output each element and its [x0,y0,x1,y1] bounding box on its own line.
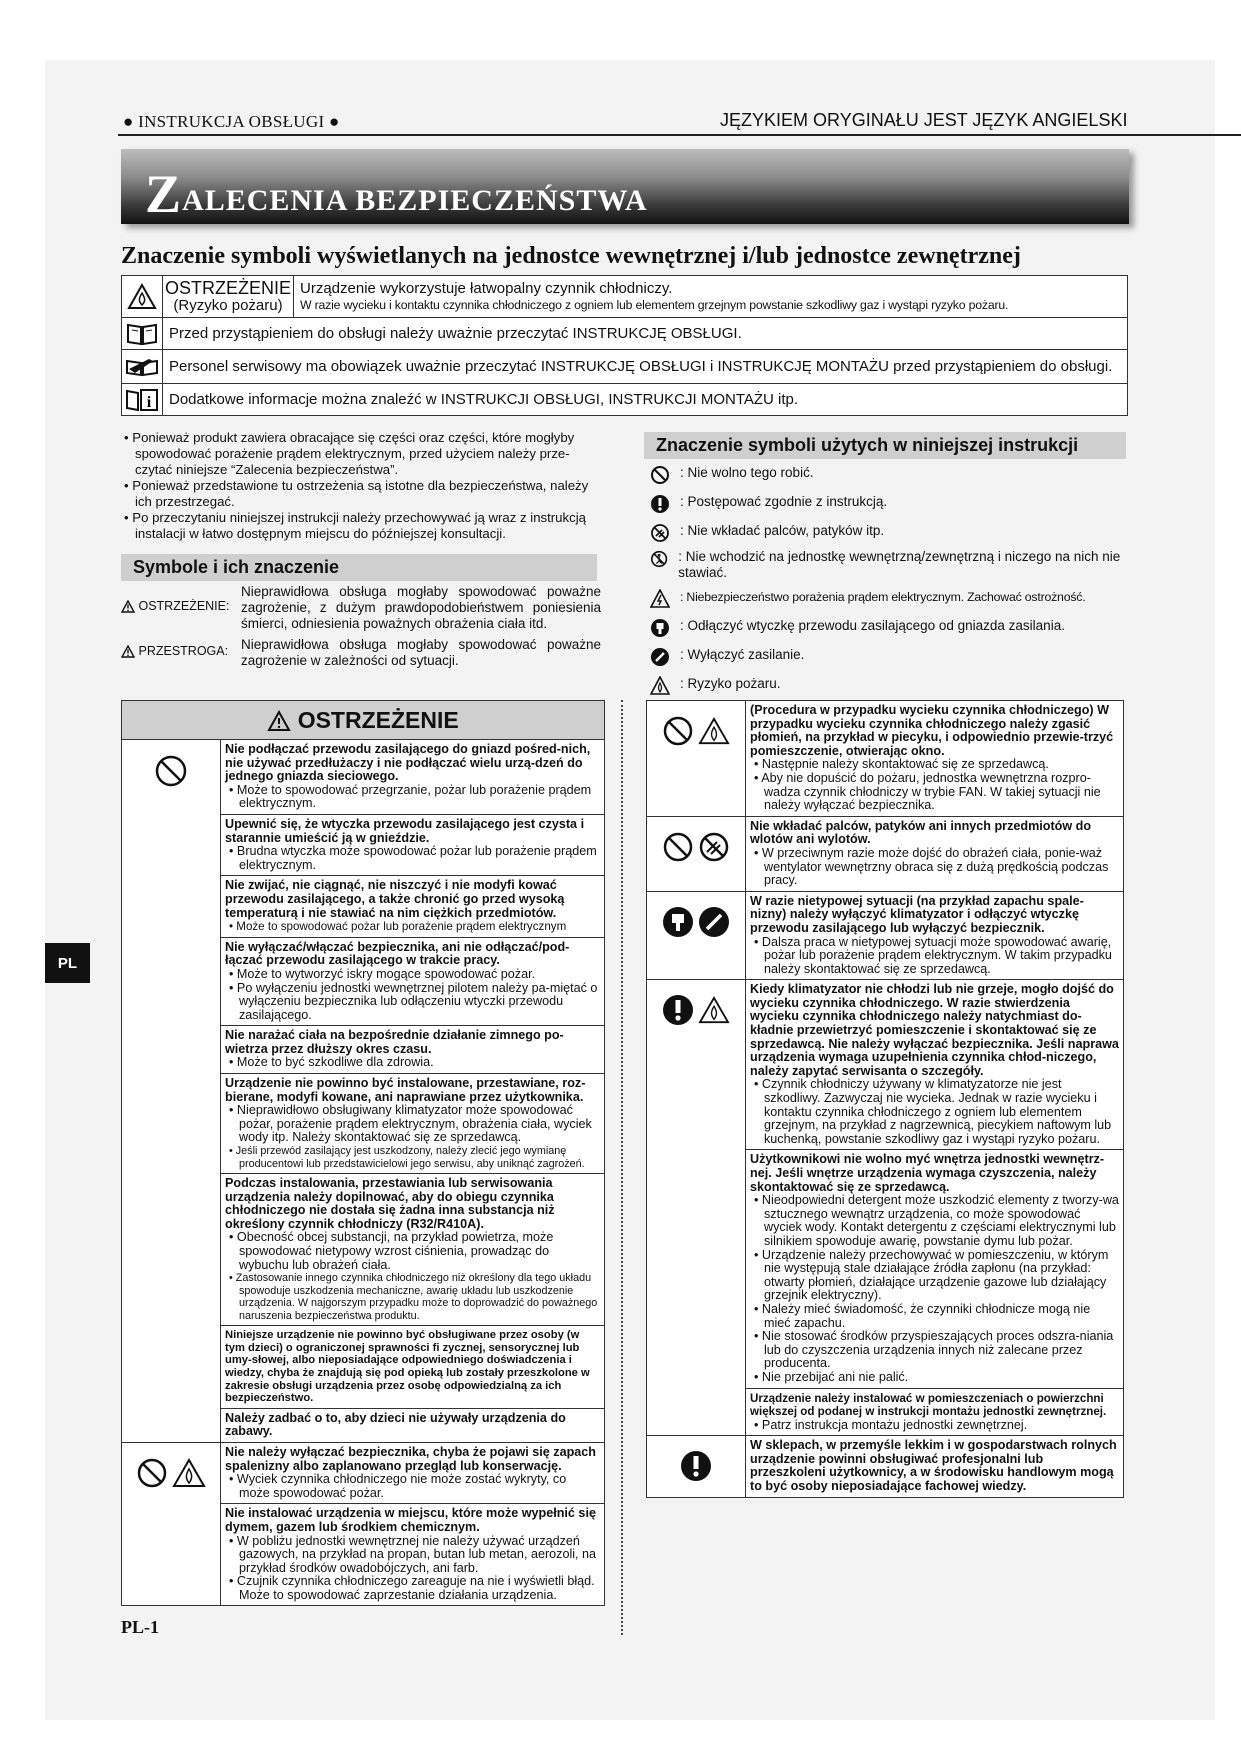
page-number: PL-1 [121,1617,159,1637]
warning-label: OSTRZEŻENIE [164,277,291,298]
symbol-row-manual: Przed przystąpieniem do obsługi należy uważnie przeczytać INSTRUKCJĘ OBSŁUGI. [163,318,1128,350]
unplug-icon [662,906,694,938]
title-banner [121,149,1129,224]
caution-triangle-icon [121,645,135,658]
warning-item: Nie instalować urządzenia w miejscu, które może wypełnić się dymem, gazem lub środkiem chemicznym. • W pobliżu jednostki wewnętrznej nie należy używać urządzeń gazowych, na przykład na propan, butan lub metan, aerozoli, na przykład środków owadobójczych, ani farb. • Czujnik czynnika chłodniczego zareaguje na nie i wyświetli błąd. Może to spowodować zaprzestanie działania urządzenia. [221,1504,605,1606]
warning-item: Urządzenie nie powinno być instalowane, przestawiane, roz-bierane, modyfi kowane, ani naprawiane przez użytkownika. • Nieprawidłowo obsługiwany klimatyzator może spowodować pożar, porażenie prądem elektrycznym, obrażenia ciała, wyciek wody itp. Należy skontaktować się ze sprzedawcą. • Jeśli przewód zasilający jest uszkodzony, należy zlecić jego wymianę producentowi lub przedstawicielowi jego serwisu, aby uniknąć zagrożeń. [221,1074,605,1174]
fire-risk-icon [698,717,730,745]
prohibited-icon [650,465,670,485]
mandatory-fire-cell [647,980,746,1436]
warning-triangle-icon [121,600,135,613]
mandatory-icon [680,1450,712,1482]
column-divider [621,700,623,1635]
warning-item: Nie podłączać przewodu zasilającego do gniazd pośred-nich, nie używać przedłużaczy i nie podłączać wielu urzą-dzeń do jednego gniazda sieciowego. • Może to spowodować przegrzanie, pożar lub porażenie prądem elektrycznym. [221,740,605,815]
page-title: ZALECENIA BEZPIECZEŃSTWA [145,164,648,224]
intro-bullet: • Ponieważ produkt zawiera obracające się części oraz części, które mogłyby spowodować porażenie prądem elektrycznym, przed użyciem należy prze-czytać niniejsze “Zalecenia bezpieczeństwa”. [124,430,575,477]
electric-shock-icon [650,589,670,608]
intro-bullet: • Po przeczytaniu niniejszej instrukcji należy przechowywać ją wraz z instrukcją instalacji w łatwo dostępnym miejscu do późniejszej konsultacji. [124,510,586,541]
no-fingers-icon [698,831,730,863]
warning-header: OSTRZEŻENIE [122,701,605,740]
legend-row: : Wyłączyć zasilanie. [650,647,1130,676]
legend-list [650,465,1130,702]
prohibited-icon [662,831,694,863]
warning-item: W sklepach, w przemyśle lekkim i w gospodarstwach rolnych urządzenie powinni obsługiwać profesjonalni lub przeszkoleni użytkownicy, a w środowisku handlowym mogą to być osoby nieposiadające fachowej wiedzy. [746,1436,1124,1497]
legend-heading: Znaczenie symboli użytych w niniejszej instrukcji [644,432,1126,459]
warning-line2: W razie wycieku i kontaktu czynnika chłodniczego z ogniem lub elementem grzejnym powstanie szkodliwy gaz i wystąpi ryzyko pożaru. [300,297,1009,312]
warning-triangle-icon [267,710,291,732]
no-step-icon [650,549,668,569]
warning-item: Należy zadbać o to, aby dzieci nie używały urządzenia do zabawy. [221,1408,605,1442]
warning-item: Podczas instalowania, przestawiania lub serwisowania urządzenia należy dopilnować, aby do obiegu czynnika chłodniczego nie dostała się żadna inna substancja niż określony czynnik chłodniczy (R32/R410A). • Obecność obcej substancji, na przykład powietrza, może spowodować nietypowy wzrost ciśnienia, prowadząc do wybuchu lub obrażeń ciała. • Zastosowanie innego czynnika chłodniczego niż określony dla tego układu spowoduje uszkodzenia mechaniczne, awarię układu lub uszkodzenie urządzenia. W najgorszym przypadku może to doprowadzić do poważnego naruszenia bezpieczeństwa produktu. [221,1174,605,1326]
prohibited-fingers-cell [647,816,746,891]
svg-text:i: i [146,393,152,411]
fire-risk-icon [650,676,670,695]
symbol-row-service: Personel serwisowy ma obowiązek uważnie przeczytać INSTRUKCJĘ OBSŁUGI i INSTRUKCJĘ MONTAŻU przed przystąpieniem do obsługi. [163,350,1128,384]
legend-row: : Odłączyć wtyczkę przewodu zasilającego od gniazda zasilania. [650,618,1130,647]
prohibited-icon [136,1457,168,1489]
header-right: JĘZYKIEM ORYGINAŁU JEST JĘZYK ANGIELSKI [720,110,1128,130]
symbols-heading: Symbole i ich znaczenie [121,554,597,581]
power-off-icon [650,647,670,667]
symbol-table [121,275,1128,416]
language-tab: PL [45,943,90,983]
prohibited-cell [122,740,221,1443]
header-left: ● INSTRUKCJA OBSŁUGI ● [123,112,340,131]
mandatory-icon [650,494,670,514]
mandatory-cell [647,1436,746,1497]
no-fingers-icon [650,523,670,543]
legend-row: : Nie wchodzić na jednostkę wewnętrzną/zewnętrzną i niczego na nich nie stawiać. [650,549,1130,589]
legend-row: : Nie wkładać palców, patyków itp. [650,523,1130,549]
legend-row: : Postępować zgodnie z instrukcją. [650,494,1130,523]
prohibited-icon [662,715,694,747]
symbols-list [121,584,601,669]
warning-item: Nie zwijać, nie ciągnąć, nie niszczyć i nie modyfi kować przewodu zasilającego, a także chronić go przed wysoką temperaturą i nie stawiać na nim ciężkich przedmiotów. • Może to spowodować pożar lub porażenie prądem elektrycznym [221,876,605,937]
warning-item: Urządzenie należy instalować w pomieszczeniach o powierzchni większej od podanej w instrukcji montażu jednostki zewnętrznej. • Patrz instrukcja montażu jednostki zewnętrznej. [746,1388,1124,1436]
fire-risk-icon [172,1458,206,1488]
legend-row: : Ryzyko pożaru. [650,676,1130,702]
symbol-caution: PRZESTROGA: Nieprawidłowa obsługa mogłaby spowodować poważne zagrożenie w zależności od sytuacji. [121,637,601,669]
legend-row: : Nie wolno tego robić. [650,465,1130,494]
warning-item: (Procedura w przypadku wycieku czynnika chłodniczego) W przypadku wycieku czynnika chłodniczego należy zgasić płomień, na przykład w piecyku, i odpowiednio przewie-trzyć pomieszczenie, otwierając okno. • Następnie należy skontaktować się ze sprzedawcą. • Aby nie dopuścić do pożaru, jednostka wewnętrzna rozpro-wadza czynnik chłodniczy w trybie FAN. W takiej sytuacji nie należy wyłączać bezpiecznika. [746,701,1124,817]
warning-item: Nie wkładać palców, patyków ani innych przedmiotów do wlotów ani wylotów. • W przeciwnym razie może dojść do obrażeń ciała, ponie-waż wentylator wewnętrzny obraca się z dużą prędkością podczas pracy. [746,816,1124,891]
warning-table-right [646,700,1124,1498]
prohibited-icon [154,754,188,788]
warning-item: W razie nietypowej sytuacji (na przykład zapachu spale-nizny) należy wyłączyć klimatyzator i odłączyć wtyczkę przewodu zasilającego lub wyłączyć bezpiecznik. • Dalsza praca w nietypowej sytuacji może spowodować awarię, pożar lub porażenie prądem elektrycznym. W takim przypadku należy skontaktować się ze sprzedawcą. [746,891,1124,980]
warning-item: Niniejsze urządzenie nie powinno być obsługiwane przez osoby (w tym dzieci) o ograniczonej sprawności fi zycznej, sensorycznej lub umy-słowej, albo nieposiadające odpowiedniego doświadczenia i wiedzy, chyba że znajdują się pod opieką lub zostały przeszkolone w zakresie obsługi urządzenia przez osobę odpowiedzialną za ich bezpieczeństwo. [221,1326,605,1409]
warning-item: Nie wyłączać/włączać bezpiecznika, ani nie odłączać/pod-łączać przewodu zasilającego w trakcie pracy. • Może to wytworzyć iskry mogące spowodować pożar. • Po wyłączeniu jednostki wewnętrznej pilotem należy pa-miętać o wyłączeniu bezpiecznika lub odłączeniu wtyczki przewodu zasilającego. [221,937,605,1026]
unplug-poweroff-cell [647,891,746,980]
warning-table-left [121,700,605,1606]
header-divider [118,134,1241,136]
warning-item: Kiedy klimatyzator nie chłodzi lub nie grzeje, mogło dojść do wycieku czynnika chłodniczego. W razie stwierdzenia wycieku czynnika chłodniczego należy natychmiast do-kładnie przewietrzyć pomieszczenie i skontaktować się ze sprzedawcą. Nie należy wyłączać bezpiecznika. Jeśli naprawa urządzenia wymaga uzupełnienia czynnika chłod-niczego, należy zapytać serwisanta o szczegóły. • Czynnik chłodniczy używany w klimatyzatorze nie jest szkodliwy. Zazwyczaj nie wycieka. Jednak w razie wycieku i kontaktu czynnika chłodniczego z ogniem lub elementem grzejnym, na przykład z nagrzewnicą, piecykiem naftowym lub kuchenką, powstanie szkodliwy gaz i wystąpi ryzyko pożaru. [746,980,1124,1150]
prohibited-fire-cell [122,1442,221,1606]
fire-risk-icon [698,996,730,1024]
warning-sub: (Ryzyko pożaru) [173,296,283,314]
manual-book-icon [126,322,158,346]
warning-line1: Urządzenie wykorzystuje łatwopalny czynnik chłodniczy. [300,279,673,297]
warning-item: Nie narażać ciała na bezpośrednie działanie zimnego po-wietrza przez dłuższy okres czasu. • Może to być szkodliwe dla zdrowia. [221,1026,605,1074]
section-title: Znaczenie symboli wyświetlanych na jednostce wewnętrznej i/lub jednostce zewnętrznej [121,243,1021,269]
warning-item: Użytkownikowi nie wolno myć wnętrza jednostki wewnętrz-nej. Jeśli wnętrze urządzenia wymaga czyszczenia, należy skontaktować się ze sprzedawcą. • Nieodpowiedni detergent może uszkodzić elementy z tworzy-wa sztucznego wewnątrz urządzenia, co może spowodować wyciek wody. Kontakt detergentu z częściami elektrycznymi lub silnikiem spowoduje awarię, powstanie dymu lub pożar. • Urządzenie należy przechowywać w pomieszczeniu, w którym nie występują stale działające źródła zapłonu (na przykład: otwarty płomień, działające urządzenie gazowe lub działający grzejnik elektryczny). • Należy mieć świadomość, że czynniki chłodnicze mogą nie mieć zapachu. • Nie stosować środków przyspieszających proces odszra-niania lub do czyszczenia urządzenia innych niż zalecane przez producenta. • Nie przebijać ani nie palić. [746,1150,1124,1388]
mandatory-icon [662,994,694,1026]
prohibited-fire-cell [647,701,746,817]
symbol-row-info: Dodatkowe informacje można znaleźć w INSTRUKCJI OBSŁUGI, INSTRUKCJI MONTAŻU itp. [163,384,1128,416]
legend-row: : Niebezpieczeństwo porażenia prądem elektrycznym. Zachować ostrożność. [650,589,1130,618]
info-book-icon [125,387,159,413]
unplug-icon [650,618,670,638]
fire-warning-cell [122,276,163,318]
intro-bullet: • Ponieważ przedstawione tu ostrzeżenia są istotne dla bezpieczeństwa, należy ich przestrzegać. [124,478,589,509]
service-manual-icon [125,355,159,379]
warning-item: Nie należy wyłączać bezpiecznika, chyba że pojawi się zapach spalenizny albo zaplanowano przegląd lub konserwację. • Wyciek czynnika chłodniczego nie może zostać wykryty, co może spowodować pożar. [221,1442,605,1503]
warning-item: Upewnić się, że wtyczka przewodu zasilającego jest czysta i starannie umieścić ją w gnieździe. • Brudna wtyczka może spowodować pożar lub porażenie prądem elektrycznym. [221,814,605,875]
intro-bullets [121,430,599,542]
fire-warning-icon [127,283,157,310]
symbol-warning: OSTRZEŻENIE: Nieprawidłowa obsługa mogłaby spowodować poważne zagrożenie, z dużym prawdopodobieństwem poniesienia śmierci, odniesienia poważnych obrażenia ciała itd. [121,584,601,632]
power-off-icon [698,906,730,938]
